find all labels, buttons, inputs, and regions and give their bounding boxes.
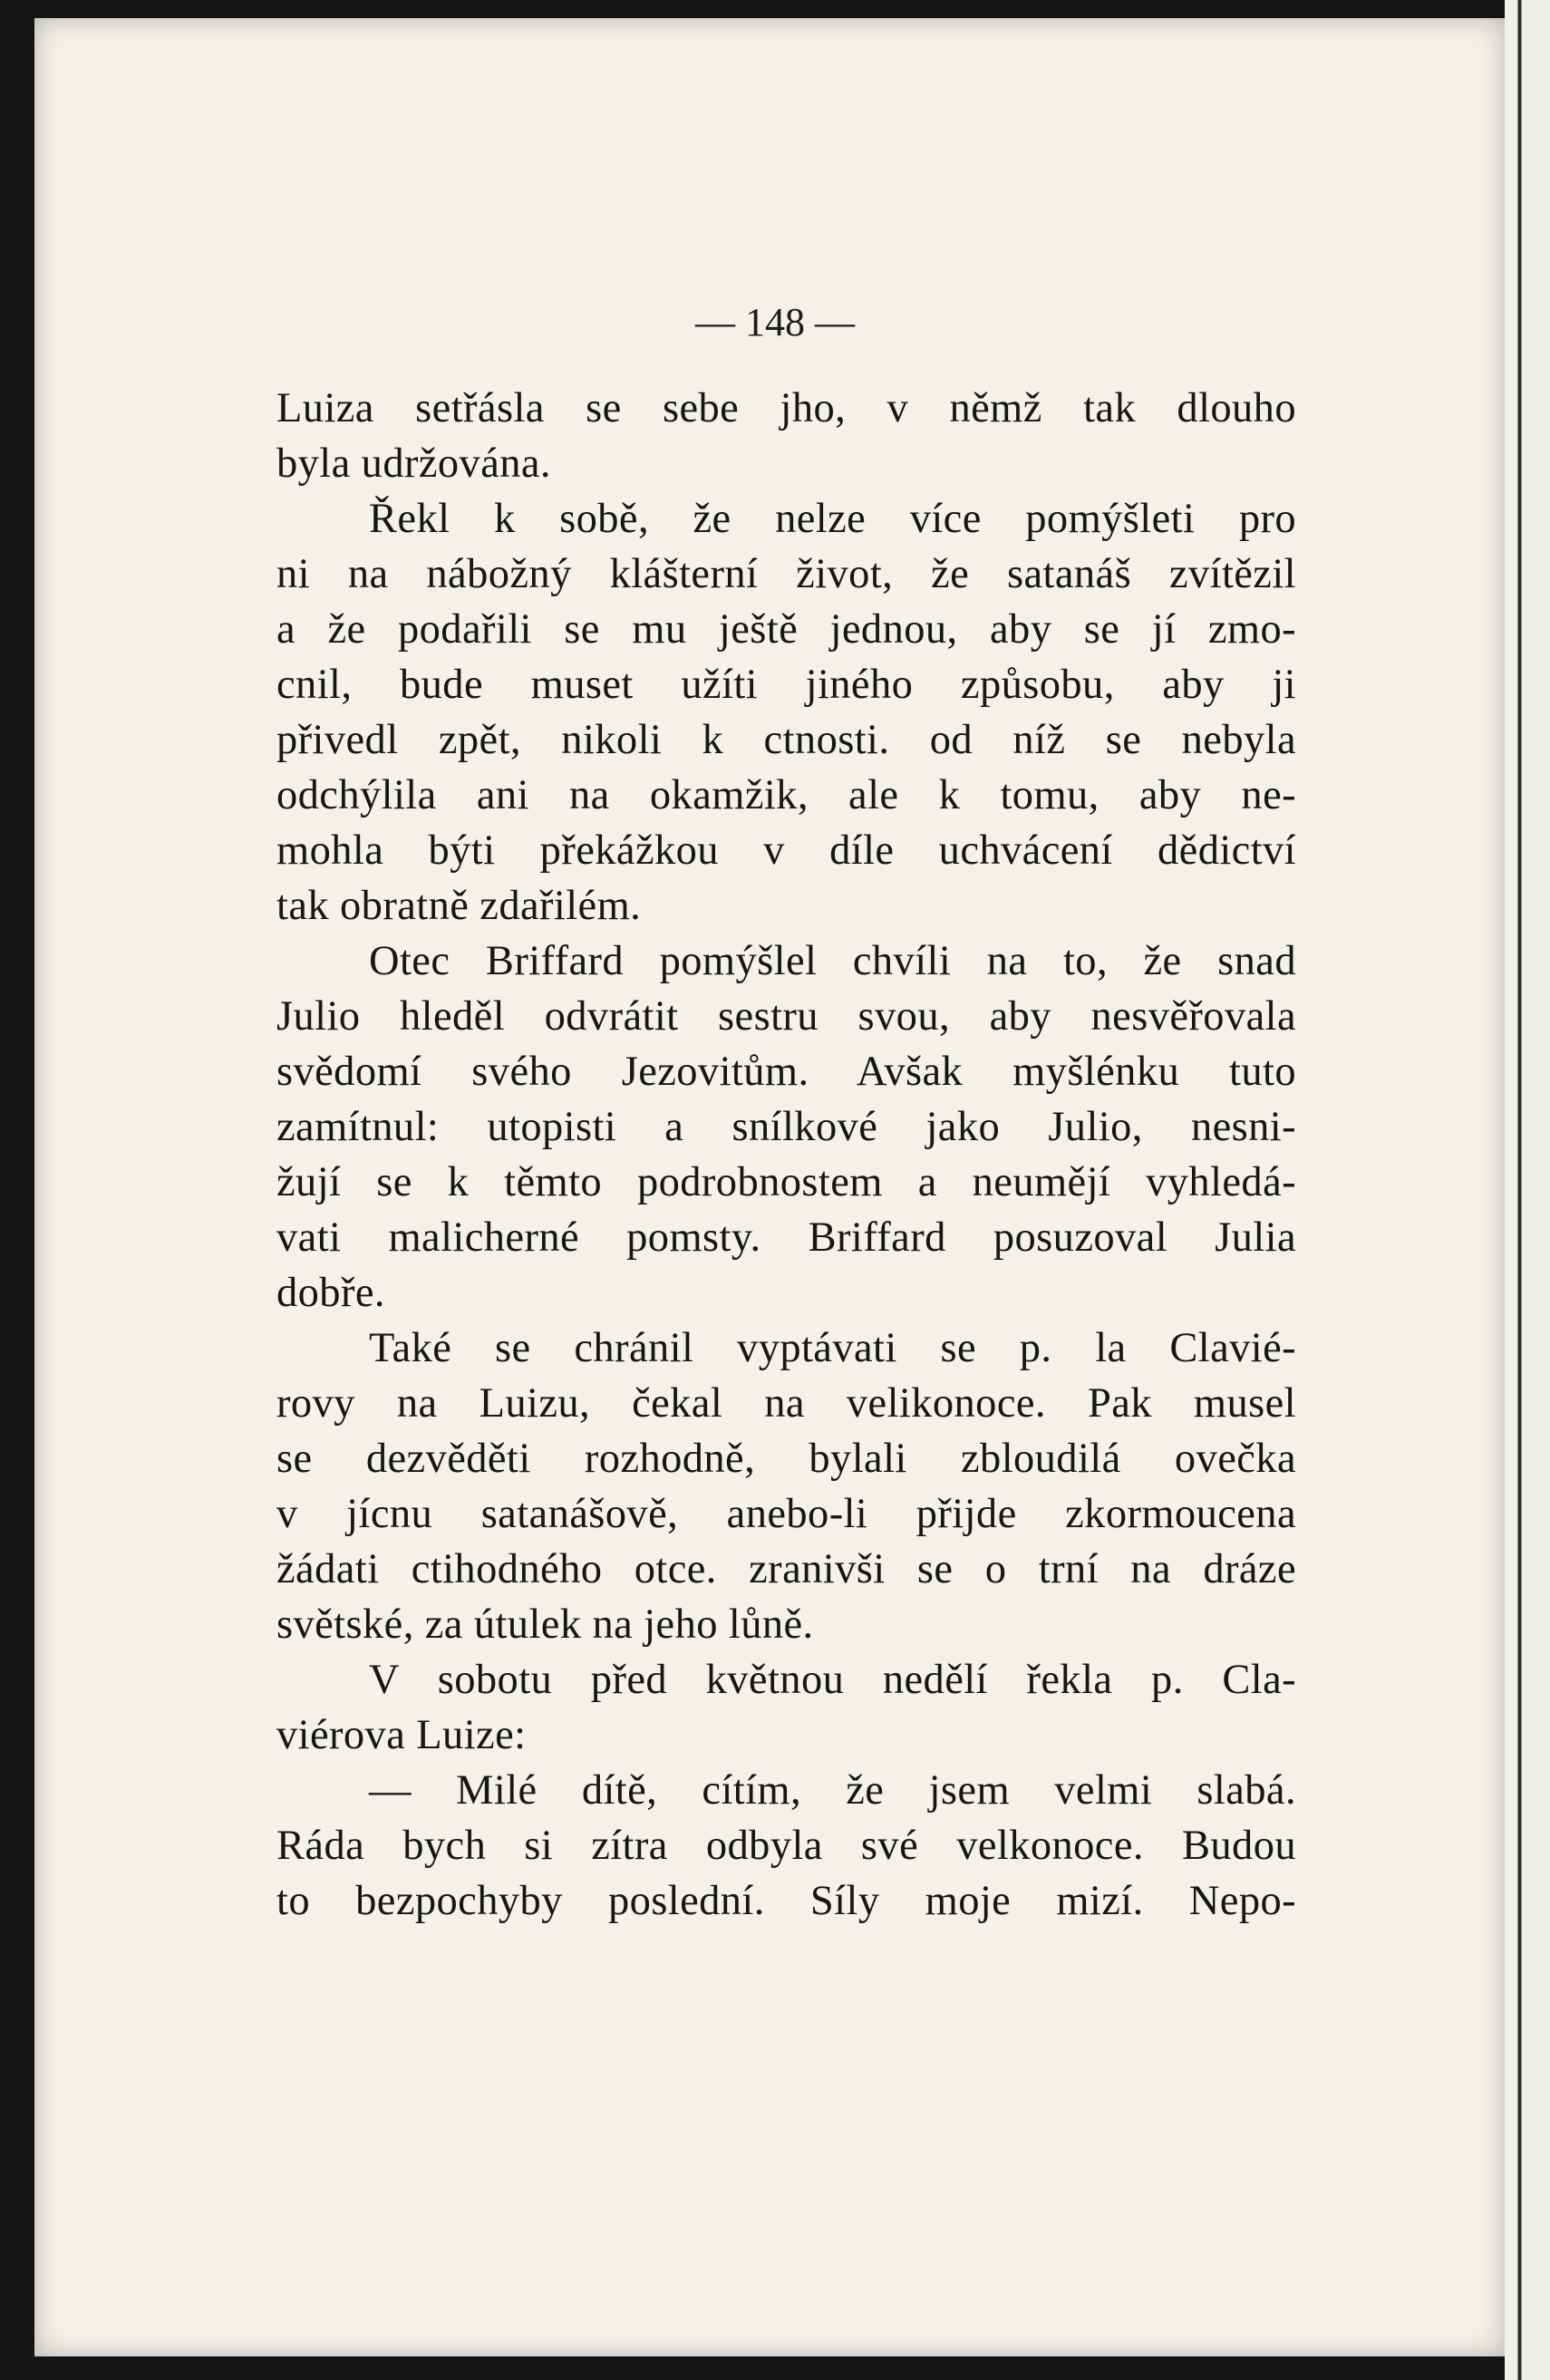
text-line: tak obratně zdařilém.	[276, 883, 642, 929]
text-line: Luiza setřásla se sebe jho, v němž tak dlouho	[276, 385, 1296, 431]
text-line: — Milé dítě, cítím, že jsem velmi slabá.	[369, 1767, 1296, 1814]
text-line: cnil, bude muset užíti jiného způsobu, aby ji	[276, 662, 1296, 708]
text-line: světské, za útulek na jeho lůně.	[276, 1601, 814, 1648]
text-line: a že podařili se mu ještě jednou, aby se jí zmo-	[276, 606, 1296, 653]
page-edge	[1505, 0, 1550, 2380]
text-line: v jícnu satanášově, anebo-li přijde zkormoucena	[276, 1491, 1296, 1537]
text-line: dobře.	[276, 1270, 385, 1316]
text-line: žádati ctihodného otce. zranivši se o trní na dráze	[276, 1546, 1296, 1592]
text-line: mohla býti překážkou v díle uchvácení dědictví	[276, 827, 1296, 874]
text-line: Ráda bych si zítra odbyla své velkonoce. Budou	[276, 1823, 1296, 1869]
text-line: rovy na Luizu, čekal na velikonoce. Pak musel	[276, 1380, 1296, 1427]
body-text	[276, 381, 1296, 1929]
text-line: svědomí svého Jezovitům. Avšak myšlénku tuto	[276, 1049, 1296, 1095]
text-line: Také se chránil vyptávati se p. la Clavié-	[369, 1325, 1296, 1371]
text-line: to bezpochyby poslední. Síly moje mizí. Nepo-	[276, 1878, 1296, 1924]
text-line: odchýlila ani na okamžik, ale k tomu, aby ne-	[276, 772, 1296, 818]
text-line: Řekl k sobě, že nelze více pomýšleti pro	[369, 496, 1296, 542]
text-line: ni na nábožný klášterní život, že satanáš zvítězil	[276, 551, 1296, 597]
text-line: zamítnul: utopisti a snílkové jako Julio, nesni-	[276, 1104, 1296, 1150]
page-number: — 148 —	[695, 300, 855, 344]
text-line: vati malicherné pomsty. Briffard posuzoval Julia	[276, 1214, 1296, 1261]
text-line: byla udržována.	[276, 440, 551, 487]
text-line: přivedl zpět, nikoli k ctnosti. od níž se nebyla	[276, 717, 1296, 763]
text-line: Julio hleděl odvrátit sestru svou, aby nesvěřovala	[276, 993, 1296, 1040]
text-line: viérova Luize:	[276, 1712, 527, 1758]
text-line: se dezvěděti rozhodně, bylali zbloudilá ovečka	[276, 1436, 1296, 1482]
text-line: žují se k těmto podrobnostem a neumějí vyhledá-	[276, 1159, 1296, 1205]
text-line: V sobotu před květnou nedělí řekla p. Cla-	[369, 1657, 1296, 1703]
text-line: Otec Briffard pomýšlel chvíli na to, že snad	[369, 938, 1296, 984]
